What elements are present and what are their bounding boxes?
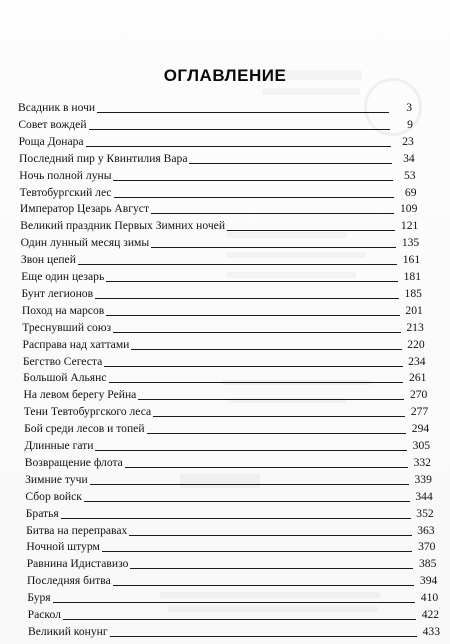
toc-entry-title: Бегство Сегеста — [22, 354, 103, 368]
toc-leader-line — [63, 619, 416, 620]
toc-entry-page-number: 185 — [404, 286, 422, 300]
toc-entry-page-number: 339 — [414, 472, 432, 486]
toc-leader-line — [125, 467, 408, 468]
toc-entry — [25, 489, 432, 505]
toc-entry-page-number: 270 — [409, 388, 428, 402]
toc-entry-title: Тени Тевтобургского леса — [23, 405, 152, 419]
toc-entry — [27, 556, 437, 572]
toc-entry-page-number: 135 — [401, 236, 420, 250]
toc-leader-line — [151, 213, 394, 214]
toc-leader-line — [189, 163, 391, 164]
toc-entry-title: Бунт легионов — [21, 286, 94, 300]
toc-entry — [18, 117, 413, 133]
toc-entry — [22, 320, 424, 336]
toc-entry-page-number: 363 — [417, 523, 435, 537]
toc-entry-page-number: 220 — [407, 337, 425, 351]
toc-entry-title: Великий конунг — [28, 624, 108, 638]
toc-entry-title: Треснувший союз — [22, 320, 112, 334]
toc-entry-title: Роща Донара — [18, 134, 84, 148]
toc-entry — [20, 185, 417, 201]
toc-entry-page-number: 294 — [411, 422, 430, 436]
toc-leader-line — [78, 264, 397, 265]
toc-entry-page-number: 109 — [400, 202, 418, 216]
toc-entry — [28, 624, 440, 640]
toc-entry — [20, 218, 418, 234]
toc-entry-title: Раскол — [27, 608, 61, 621]
toc-entry-title: Еще один цезарь — [21, 270, 105, 283]
toc-entry-page-number: 213 — [406, 320, 424, 334]
toc-leader-line — [151, 247, 396, 248]
toc-entry — [28, 607, 439, 623]
toc-entry-title: Всадник в ночи — [18, 101, 96, 114]
toc-leader-line — [61, 518, 411, 519]
toc-entry — [19, 134, 414, 150]
toc-entry-page-number: 3 — [406, 101, 412, 114]
toc-entry — [25, 472, 432, 488]
toc-entry-title: Буря — [27, 591, 51, 605]
toc-leader-line — [89, 129, 390, 130]
toc-leader-line — [102, 551, 413, 552]
toc-entry-title: Возвращение флота — [24, 455, 123, 469]
toc-leader-line — [129, 535, 411, 536]
toc-entry-page-number: 344 — [415, 489, 433, 503]
toc-entry-title: Совет вождей — [18, 117, 87, 131]
toc-leader-line — [84, 501, 410, 502]
toc-leader-line — [227, 230, 395, 231]
toc-entry-page-number: 53 — [404, 168, 416, 182]
toc-entry-page-number: 352 — [416, 506, 434, 520]
toc-entry — [27, 590, 438, 606]
toc-entry-page-number: 201 — [405, 303, 423, 317]
toc-leader-line — [104, 366, 402, 367]
toc-entry-page-number: 422 — [421, 608, 440, 621]
toc-leader-line — [95, 298, 399, 299]
toc-leader-line — [130, 568, 413, 569]
toc-entry — [27, 573, 437, 589]
toc-entry-page-number: 234 — [408, 354, 426, 368]
toc-entry-page-number: 69 — [404, 185, 417, 199]
toc-entry — [21, 252, 420, 268]
toc-entry — [19, 151, 415, 167]
toc-entry — [24, 421, 429, 437]
toc-leader-line — [131, 349, 401, 350]
toc-entry-title: Последняя битва — [27, 574, 111, 588]
toc-entry — [22, 286, 422, 302]
toc-entry — [19, 168, 415, 184]
toc-entry-title: Ночь полной луны — [19, 168, 112, 182]
toc-entry-page-number: 277 — [410, 405, 429, 419]
toc-entry-title: Один лунный месяц зимы — [20, 236, 150, 250]
toc-entry-page-number: 305 — [412, 439, 431, 452]
toc-leader-line — [106, 281, 398, 282]
toc-leader-line — [90, 484, 409, 485]
toc-entry-page-number: 34 — [403, 151, 415, 165]
toc-entry-title: Бой среди лесов и топей — [24, 422, 145, 436]
toc-leader-line — [53, 602, 416, 603]
toc-entry — [21, 235, 420, 251]
toc-entry — [26, 506, 434, 522]
toc-entry-title: Зимние тучи — [25, 472, 88, 486]
toc-entry — [26, 523, 435, 539]
toc-entry-title: Император Цезарь Август — [19, 202, 150, 216]
toc-entry-title: Звон цепей — [20, 253, 76, 267]
toc-entry-title: Тевтобургский лес — [19, 185, 112, 199]
toc-entry-page-number: 161 — [402, 253, 421, 267]
toc-entry — [24, 404, 428, 420]
toc-leader-line — [97, 112, 389, 113]
toc-entry-title: Братья — [25, 506, 59, 520]
toc-entry — [18, 100, 412, 116]
toc-entry-page-number: 394 — [419, 574, 438, 588]
toc-entry-page-number: 181 — [403, 270, 422, 283]
toc-entry-page-number: 433 — [422, 624, 440, 638]
toc-entry — [20, 201, 417, 217]
toc-leader-line — [86, 146, 391, 147]
toc-entry — [23, 354, 426, 370]
toc-entry-title: Великий праздник Первых Зимних ночей — [20, 219, 226, 233]
toc-entry — [23, 387, 427, 403]
toc-entry — [23, 370, 426, 386]
toc-entry-page-number: 385 — [418, 557, 437, 571]
toc-entry-title: Ночной штурм — [26, 540, 100, 554]
toc-entry-title: Длинные гати — [24, 439, 94, 452]
toc-entry — [23, 337, 425, 353]
toc-leader-line — [113, 332, 401, 333]
toc-leader-line — [95, 450, 407, 451]
toc-leader-line — [153, 416, 405, 417]
toc-entry-page-number: 370 — [418, 540, 436, 554]
toc-entry — [26, 539, 435, 555]
toc-entry-title: Сбор войск — [25, 489, 82, 503]
toc-entry-title: Битва на переправах — [26, 523, 128, 537]
page-title: ОГЛАВЛЕНИЕ — [163, 66, 287, 85]
toc-entry-title: Последний пир у Квинтилия Вара — [18, 151, 188, 165]
toc-entry-page-number: 332 — [413, 455, 431, 469]
toc-leader-line — [110, 636, 417, 637]
toc-entry-page-number: 23 — [402, 134, 414, 148]
toc-entry-title: Поход на марсов — [21, 303, 105, 317]
toc-entry-page-number: 121 — [400, 219, 419, 233]
toc-entry — [25, 455, 431, 471]
toc-entry-title: Большой Альянс — [23, 371, 107, 385]
toc-leader-line — [109, 382, 404, 383]
toc-entry — [21, 269, 421, 285]
toc-entry-title: Расправа над хаттами — [22, 337, 130, 351]
toc-leader-line — [114, 197, 394, 198]
toc-leader-line — [106, 315, 400, 316]
toc-leader-line — [113, 585, 415, 586]
toc-entry — [24, 438, 430, 454]
toc-entry-page-number: 261 — [409, 371, 427, 385]
toc-entry-page-number: 410 — [420, 591, 439, 605]
toc-leader-line — [138, 399, 404, 400]
toc-leader-line — [147, 433, 407, 434]
toc-entry-title: На левом берегу Рейна — [23, 388, 137, 402]
toc-entry — [22, 303, 423, 319]
toc-entry-page-number: 9 — [407, 117, 413, 131]
toc-entry-title: Равнина Идиставизо — [26, 557, 129, 571]
toc-leader-line — [113, 180, 392, 181]
